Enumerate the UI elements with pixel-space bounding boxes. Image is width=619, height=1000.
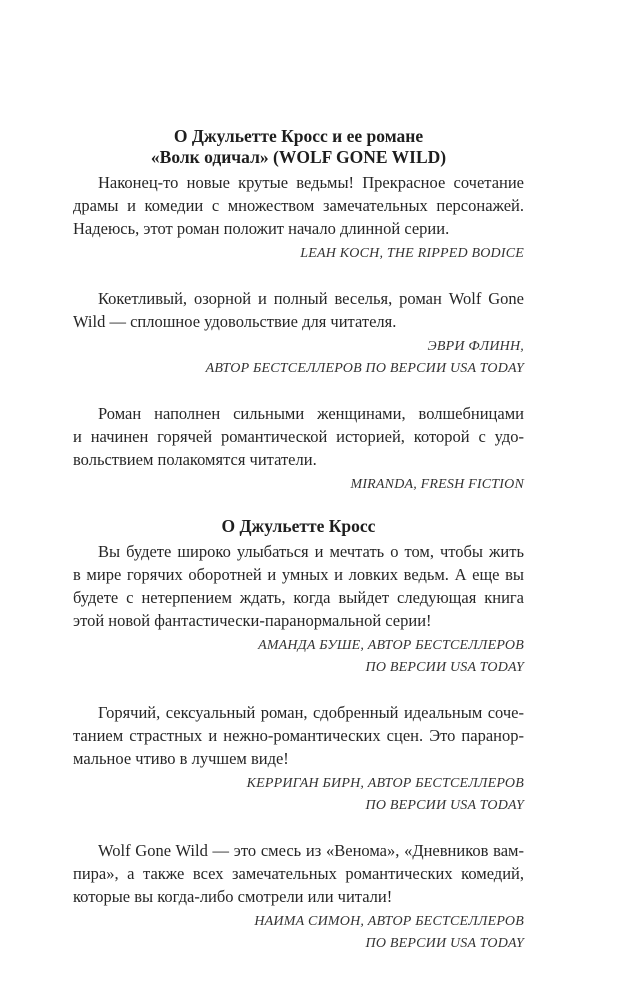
quote-text	[73, 540, 524, 632]
review-quote	[73, 701, 524, 817]
attribution-line: КЕРРИГАН БИРН, АВТОР БЕСТСЕЛЛЕРОВ	[246, 776, 524, 791]
quote-attribution	[73, 911, 524, 955]
quote-line: Wild — сплошное удовольствие для читателя.	[73, 312, 397, 331]
quote-line: Вы будете широко улыбаться и мечтать о том, чтобы жить	[98, 542, 524, 561]
attribution-line: MIRANDA, FRESH FICTION	[350, 477, 524, 492]
quote-line: в мире горячих оборотней и умных и ловких ведьм. А еще вы	[73, 565, 524, 584]
quote-attribution	[73, 243, 524, 265]
quote-text	[73, 287, 524, 333]
quote-line: Кокетливый, озорной и полный веселья, роман Wolf Gone	[98, 289, 524, 308]
quote-line: мальное чтиво в лучшем виде!	[73, 749, 289, 768]
review-quote	[73, 839, 524, 955]
attribution-line: НАИМА СИМОН, АВТОР БЕСТСЕЛЛЕРОВ	[254, 914, 524, 929]
review-quote	[73, 540, 524, 679]
quote-line: Наконец-то новые крутые ведьмы! Прекрасное сочетание	[98, 173, 524, 192]
quote-attribution	[73, 474, 524, 496]
attribution-line: LEAH KOCH, THE RIPPED BODICE	[300, 246, 524, 261]
section-heading-novel	[73, 126, 524, 168]
quote-line: пира», а также всех замечательных романтических комедий,	[73, 864, 524, 883]
attribution-line: ПО ВЕРСИИ USA TODAY	[365, 660, 524, 675]
quote-line: которые вы когда-либо смотрели или читали!	[73, 887, 393, 906]
quote-attribution	[73, 773, 524, 817]
attribution-line: ПО ВЕРСИИ USA TODAY	[365, 936, 524, 951]
quote-attribution	[73, 635, 524, 679]
quote-text	[73, 839, 524, 908]
quote-text	[73, 171, 524, 240]
quote-line: драмы и комедии с множеством замечательных персонажей.	[73, 196, 524, 215]
quote-line: Надеюсь, этот роман положит начало длинной серии.	[73, 219, 450, 238]
quote-line: Wolf Gone Wild — это смесь из «Венома», «Дневников вам-	[98, 841, 524, 860]
quote-line: Горячий, сексуальный роман, сдобренный идеальным соче-	[98, 703, 524, 722]
quote-line: и начинен горячей романтической историей, которой с удо-	[73, 427, 524, 446]
quote-line: будете с нетерпением ждать, когда выйдет следующая книга	[73, 588, 524, 607]
heading-line: О Джульетте Кросс и ее романе	[173, 126, 424, 146]
book-page	[73, 126, 524, 955]
quote-text	[73, 701, 524, 770]
quote-attribution	[73, 336, 524, 380]
review-quote	[73, 402, 524, 496]
quote-line: вольствием полакомятся читатели.	[73, 450, 317, 469]
section-heading-author	[73, 516, 524, 537]
quote-line: танием страстных и нежно-романтических сцен. Это паранор-	[73, 726, 524, 745]
quote-line: этой новой фантастически-паранормальной серии!	[73, 611, 432, 630]
heading-line: О Джульетте Кросс	[221, 516, 376, 536]
review-quote	[73, 287, 524, 380]
quote-text	[73, 402, 524, 471]
attribution-line: АМАНДА БУШЕ, АВТОР БЕСТСЕЛЛЕРОВ	[258, 638, 524, 653]
attribution-line: ПО ВЕРСИИ USA TODAY	[365, 798, 524, 813]
heading-line: «Волк одичал» (WOLF GONE WILD)	[150, 147, 447, 167]
attribution-line: АВТОР БЕСТСЕЛЛЕРОВ ПО ВЕРСИИ USA TODAY	[205, 361, 524, 376]
quote-line: Роман наполнен сильными женщинами, волшебницами	[98, 404, 524, 423]
review-quote	[73, 171, 524, 265]
attribution-line: ЭВРИ ФЛИНН,	[427, 339, 524, 354]
